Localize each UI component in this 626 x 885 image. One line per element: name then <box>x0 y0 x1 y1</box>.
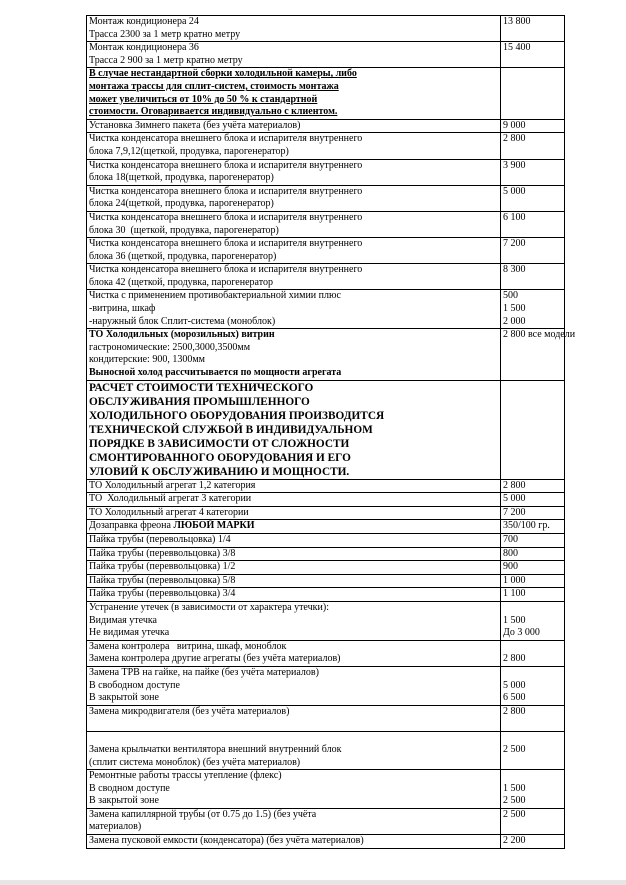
description-line: Трасса 2 900 за 1 метр кратно метру <box>89 54 243 66</box>
service-price <box>501 835 565 849</box>
service-price <box>501 731 565 769</box>
price-line: 1 100 <box>503 588 526 600</box>
price-line: 2 500 <box>503 795 526 807</box>
description-line: гастрономические: 2500,3000,3500мм <box>89 341 251 353</box>
table-row <box>87 479 565 493</box>
table-row <box>87 561 565 575</box>
table-row <box>87 211 565 237</box>
description-line: Замена капиллярной трубы (от 0.75 до 1.5) (без учёта <box>89 808 317 820</box>
service-description <box>87 133 501 159</box>
service-price <box>501 42 565 68</box>
description-line: В свободном доступе <box>89 679 180 691</box>
service-description <box>87 770 501 809</box>
service-price <box>501 16 565 42</box>
description-line: блока 24(щеткой, продувка, парогенератор) <box>89 198 274 210</box>
service-price <box>501 264 565 290</box>
service-description <box>87 520 501 534</box>
table-row <box>87 506 565 520</box>
description-line: Замена контролера другие агрегаты (без учёта материалов) <box>89 653 341 665</box>
description-line: Дозаправка фреона <box>89 520 174 532</box>
table-row <box>87 42 565 68</box>
description-line: блока 30 (щеткой, продувка, парогенератор) <box>89 224 279 236</box>
service-description <box>87 574 501 588</box>
service-description <box>87 68 501 119</box>
price-line: 9 000 <box>503 119 526 131</box>
description-line <box>89 520 498 533</box>
price-line: 2 800 <box>503 479 526 491</box>
table-row <box>87 731 565 769</box>
price-line: 350/100 гр. <box>503 520 550 532</box>
description-line: блока 36 (щеткой, продувка, парогенератор) <box>89 250 277 262</box>
price-line: 1 000 <box>503 574 526 586</box>
service-description <box>87 534 501 548</box>
table-row <box>87 380 565 479</box>
description-line: Трасса 2300 за 1 метр кратно метру <box>89 28 241 40</box>
description-line: может увеличиться от 10% до 50 % к стандартной <box>89 93 318 105</box>
description-line: Пайка трубы (переввольцовка) 3/8 <box>89 547 236 559</box>
description-line <box>89 718 498 731</box>
service-description <box>87 264 501 290</box>
table-row <box>87 133 565 159</box>
description-line: В закрытой зоне <box>89 692 159 704</box>
service-price <box>501 238 565 264</box>
service-price <box>501 185 565 211</box>
description-line: стоимости. Оговаривается индивидуально с клиентом. <box>89 106 338 118</box>
price-line: До 3 000 <box>503 627 540 639</box>
table-row <box>87 601 565 640</box>
price-line: 500 <box>503 290 518 302</box>
table-row <box>87 588 565 602</box>
page-bottom-edge <box>0 880 626 885</box>
service-description <box>87 547 501 561</box>
price-table-body <box>87 16 576 849</box>
description-line: В сводном доступе <box>89 782 170 794</box>
table-row <box>87 534 565 548</box>
price-line: 13 800 <box>503 16 531 27</box>
service-description <box>87 479 501 493</box>
price-line: 800 <box>503 547 518 559</box>
description-line: кондитерские: 900, 1300мм <box>89 354 205 366</box>
service-description <box>87 159 501 185</box>
description-line: Монтаж кондиционера 24 <box>89 16 199 27</box>
service-price <box>501 666 565 705</box>
description-line: (сплит система моноблок) (без учёта материалов) <box>89 756 301 768</box>
price-line: 8 300 <box>503 264 526 276</box>
description-line: Ремонтные работы трассы утепление (флекс) <box>89 770 282 782</box>
description-line: Замена пусковой емкости (конденсатора) (без учёта материалов) <box>89 835 364 847</box>
description-line: ТО Холодильный агрегат 3 категории <box>89 493 252 505</box>
service-price <box>501 574 565 588</box>
description-line: монтажа трассы для сплит-систем, стоимость монтажа <box>89 80 339 92</box>
description-line: -витрина, шкаф <box>89 303 156 315</box>
table-row <box>87 290 565 329</box>
price-line: 2 000 <box>503 315 526 327</box>
table-row <box>87 329 565 380</box>
service-price <box>501 68 565 119</box>
description-line: Пайка трубы (переввольцовка) 5/8 <box>89 574 236 586</box>
description-line: -наружный блок Сплит-система (моноблок) <box>89 315 276 327</box>
service-price <box>501 640 565 666</box>
service-price <box>501 705 565 731</box>
price-line: 6 100 <box>503 211 526 223</box>
table-row <box>87 770 565 809</box>
price-line: 2 800 <box>503 705 526 717</box>
description-line: Замена контролера витрина, шкаф, моноблок <box>89 640 287 652</box>
price-line <box>503 602 562 615</box>
price-line: 6 500 <box>503 692 526 704</box>
description-line: блока 7,9,12(щеткой, продувка, парогенератор) <box>89 145 289 157</box>
description-line: ТО Холодильный агрегат 1,2 категория <box>89 479 256 491</box>
service-description <box>87 42 501 68</box>
price-line: 1 500 <box>503 614 526 626</box>
price-line: 2 500 <box>503 743 526 755</box>
service-description <box>87 380 501 479</box>
service-description <box>87 640 501 666</box>
description-line: блока 18(щеткой, продувка, парогенератор) <box>89 172 274 184</box>
table-row <box>87 666 565 705</box>
table-row <box>87 68 565 119</box>
service-price <box>501 770 565 809</box>
service-price <box>501 547 565 561</box>
service-description <box>87 493 501 507</box>
description-line: Пайка трубы (перевольцовка) 1/4 <box>89 534 231 545</box>
price-line: 1 500 <box>503 782 526 794</box>
service-price <box>501 588 565 602</box>
description-line: Пайка трубы (переввольцовка) 3/4 <box>89 588 236 600</box>
table-row <box>87 264 565 290</box>
service-description <box>87 705 501 731</box>
description-line: Чистка конденсатора внешнего блока и испарителя внутреннего <box>89 133 363 145</box>
description-line: Чистка конденсатора внешнего блока и испарителя внутреннего <box>89 159 363 171</box>
service-description <box>87 601 501 640</box>
table-row <box>87 238 565 264</box>
price-table <box>86 15 576 849</box>
description-line: материалов) <box>89 821 142 833</box>
table-row <box>87 159 565 185</box>
description-line: Замена крыльчатки вентилятора внешний внутренний блок <box>89 743 342 755</box>
description-line: Замена микродвигателя (без учёта материалов) <box>89 705 290 717</box>
table-row <box>87 808 565 834</box>
service-price <box>501 211 565 237</box>
service-description <box>87 561 501 575</box>
description-line: Чистка с применением противобактериальной химии плюс <box>89 290 341 302</box>
description-line: Замена ТРВ на гайке, на пайке (без учёта материалов) <box>89 666 319 678</box>
price-line: 1 500 <box>503 303 526 315</box>
table-row <box>87 574 565 588</box>
description-line: Пайка трубы (переввольцовка) 1/2 <box>89 561 236 573</box>
service-description <box>87 185 501 211</box>
price-line: 15 400 <box>503 42 531 54</box>
description-line: РАСЧЕТ СТОИМОСТИ ТЕХНИЧЕСКОГО <box>89 381 314 394</box>
price-line: 2 200 <box>503 835 526 847</box>
table-row <box>87 640 565 666</box>
description-line: УЛОВИЙ К ОБСЛУЖИВАНИЮ И МОЩНОСТИ. <box>89 465 350 478</box>
service-description <box>87 329 501 380</box>
service-description <box>87 506 501 520</box>
service-description <box>87 119 501 133</box>
service-price <box>501 159 565 185</box>
service-description <box>87 731 501 769</box>
service-price <box>501 561 565 575</box>
price-line: 5 000 <box>503 185 526 197</box>
description-line: ТО Холодильных (морозильных) витрин <box>89 329 275 341</box>
description-line: Монтаж кондиционера 36 <box>89 42 199 54</box>
service-price <box>501 479 565 493</box>
price-line: 3 900 <box>503 159 526 171</box>
description-line: Видимая утечка <box>89 614 157 626</box>
service-price <box>501 493 565 507</box>
description-line: ХОЛОДИЛЬНОГО ОБОРУДОВАНИЯ ПРОИЗВОДИТСЯ <box>89 409 385 422</box>
description-line: В случае нестандартной сборки холодильной камеры, либо <box>89 68 357 80</box>
table-row <box>87 185 565 211</box>
service-description <box>87 16 501 42</box>
service-description <box>87 808 501 834</box>
service-price <box>501 506 565 520</box>
table-row <box>87 493 565 507</box>
description-line: Чистка конденсатора внешнего блока и испарителя внутреннего <box>89 185 363 197</box>
service-price <box>501 808 565 834</box>
price-line: 700 <box>503 534 518 545</box>
description-line: ТЕХНИЧЕСКОЙ СЛУЖБОЙ В ИНДИВИДУАЛЬНОМ <box>89 423 373 436</box>
description-line: ТО Холодильный агрегат 4 категории <box>89 506 249 518</box>
service-price <box>501 119 565 133</box>
service-price <box>501 520 565 534</box>
table-row <box>87 16 565 42</box>
service-price <box>501 601 565 640</box>
table-row <box>87 520 565 534</box>
description-line: Чистка конденсатора внешнего блока и испарителя внутреннего <box>89 238 363 250</box>
description-line: ОБСЛУЖИВАНИЯ ПРОМЫШЛЕННОГО <box>89 395 310 408</box>
service-description <box>87 290 501 329</box>
service-description <box>87 211 501 237</box>
price-line: 7 200 <box>503 238 526 250</box>
price-line: 5 000 <box>503 679 526 691</box>
service-description <box>87 835 501 849</box>
service-price <box>501 133 565 159</box>
service-price <box>501 329 576 380</box>
table-row <box>87 119 565 133</box>
price-line <box>503 667 562 680</box>
description-line: ПОРЯДКЕ В ЗАВИСИМОСТИ ОТ СЛОЖНОСТИ <box>89 437 350 450</box>
price-line: 2 500 <box>503 808 526 820</box>
description-line: Не видимая утечка <box>89 627 170 639</box>
price-line: 2 800 <box>503 653 526 665</box>
service-price <box>501 380 565 479</box>
price-line: 900 <box>503 561 518 573</box>
description-line: блока 42 (щеткой, продувка, парогенератор <box>89 276 273 288</box>
price-line: 7 200 <box>503 506 526 518</box>
description-emphasis: ЛЮБОЙ МАРКИ <box>173 520 255 532</box>
price-line: 2 800 <box>503 133 526 145</box>
price-line: 2 800 все модели <box>503 329 576 341</box>
service-description <box>87 666 501 705</box>
description-line: Выносной холод рассчитывается по мощности агрегата <box>89 367 342 379</box>
price-line: 5 000 <box>503 493 526 505</box>
service-price <box>501 534 565 548</box>
service-description <box>87 238 501 264</box>
price-line <box>503 641 562 654</box>
description-line: В закрытой зоне <box>89 795 159 807</box>
table-row <box>87 835 565 849</box>
table-row <box>87 547 565 561</box>
description-line: Устранение утечек (в зависимости от характера утечки): <box>89 601 329 613</box>
description-line: Чистка конденсатора внешнего блока и испарителя внутреннего <box>89 264 363 276</box>
description-line: Установка Зимнего пакета (без учёта материалов) <box>89 119 301 131</box>
service-price <box>501 290 565 329</box>
price-line <box>503 770 562 783</box>
description-line: СМОНТИРОВАННОГО ОБОРУДОВАНИЯ И ЕГО <box>89 451 351 464</box>
service-description <box>87 588 501 602</box>
description-line: Чистка конденсатора внешнего блока и испарителя внутреннего <box>89 211 363 223</box>
table-row <box>87 705 565 731</box>
